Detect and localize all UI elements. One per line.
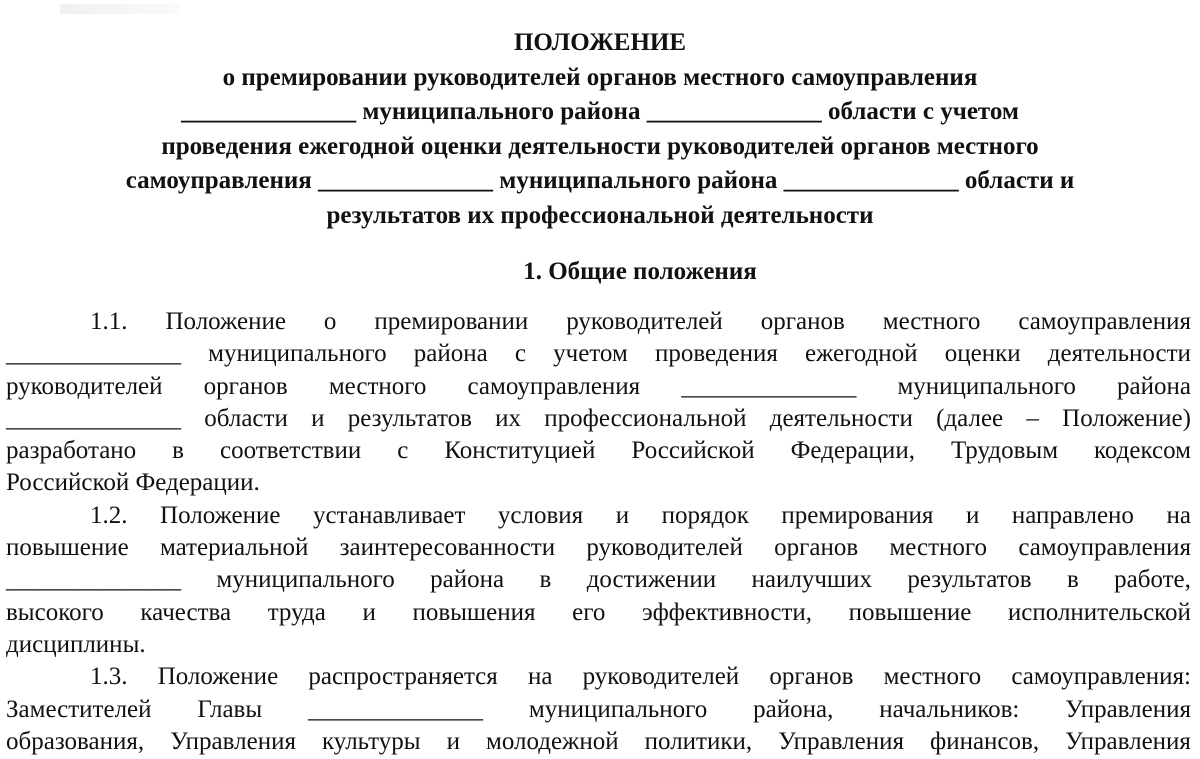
- word: 1.3.: [90, 663, 128, 691]
- word: учетом: [553, 340, 628, 368]
- word: оценки: [944, 340, 1021, 368]
- word: (далее: [936, 404, 1004, 432]
- document-body: [6, 306, 1191, 758]
- word: качества: [140, 598, 232, 626]
- word: порядок: [661, 501, 749, 529]
- title-heading: ПОЛОЖЕНИЕ: [513, 29, 687, 56]
- word: проведения: [654, 340, 778, 368]
- word: органов: [203, 372, 288, 400]
- word: политики,: [644, 727, 753, 755]
- word: самоуправления:: [1011, 663, 1191, 691]
- paragraph-1-3-line-2: [6, 694, 1191, 726]
- word: высокого: [6, 598, 104, 626]
- word: условия: [497, 501, 584, 529]
- word: исполнительской: [1007, 598, 1191, 626]
- word: 1.1.: [90, 308, 128, 335]
- word: деятельности: [769, 404, 913, 432]
- word: на: [1166, 501, 1191, 529]
- word: повышение: [848, 598, 972, 626]
- word: образования,: [6, 727, 145, 755]
- word: Конституцией: [444, 437, 596, 465]
- word: района,: [753, 695, 834, 723]
- faded-header-mark: [60, 4, 180, 14]
- paragraph-1-1-line-4: [6, 403, 1191, 435]
- word: области: [204, 404, 288, 432]
- section-heading: 1. Общие положения: [523, 258, 757, 285]
- paragraph-1-2-line-5: дисциплины.: [6, 630, 146, 658]
- word: распространяется: [308, 663, 498, 691]
- word: с: [397, 437, 409, 465]
- word: Управления: [1065, 695, 1191, 723]
- word: муниципального: [216, 566, 395, 594]
- word: достижении: [586, 566, 717, 594]
- word: органов: [769, 663, 854, 691]
- title-subline-1: о премировании руководителей органов местного самоуправления: [222, 63, 978, 91]
- word: руководителей: [566, 308, 723, 335]
- word: культуры: [322, 727, 421, 755]
- word: в: [539, 566, 552, 594]
- word: руководителей: [586, 534, 743, 562]
- word: наилучших: [751, 566, 873, 594]
- word: Положение: [160, 501, 281, 529]
- word: профессиональной: [544, 404, 747, 432]
- word: работе,: [1114, 566, 1191, 594]
- word: самоуправления: [467, 372, 641, 400]
- paragraph-1-1-line-2: [6, 338, 1191, 370]
- word: материальной: [159, 534, 309, 562]
- word: Управления: [1065, 727, 1191, 755]
- word: самоуправления: [1018, 534, 1191, 562]
- word: результатов: [907, 566, 1032, 594]
- word: на: [527, 663, 553, 691]
- word: и: [362, 598, 376, 626]
- word: муниципального: [897, 372, 1076, 400]
- word: района: [1116, 372, 1191, 400]
- word: Положение: [165, 308, 286, 335]
- word: ______________: [681, 372, 857, 400]
- word: Управления: [170, 727, 296, 755]
- word: –: [1026, 404, 1039, 432]
- word: заинтересованности: [339, 534, 556, 562]
- word: деятельности: [1047, 340, 1191, 368]
- word: финансов,: [930, 727, 1040, 755]
- word: ______________: [6, 404, 181, 432]
- word: муниципального: [208, 340, 387, 368]
- word: Положение: [157, 663, 279, 691]
- paragraph-1-2-line-2: [6, 532, 1191, 564]
- word: начальников:: [879, 695, 1020, 723]
- word: Управления: [778, 727, 904, 755]
- word: Трудовым: [950, 437, 1059, 465]
- word: направлено: [1011, 501, 1134, 529]
- word: их: [495, 404, 522, 432]
- word: его: [572, 598, 606, 626]
- word: и: [965, 501, 980, 529]
- word: муниципального: [528, 695, 708, 723]
- word: Заместителей: [6, 695, 152, 723]
- word: ______________: [6, 340, 181, 368]
- word: о: [323, 308, 337, 335]
- word: Федерации,: [790, 437, 915, 465]
- word: повышения: [412, 598, 536, 626]
- word: в: [1066, 566, 1079, 594]
- document-title: [0, 26, 1200, 233]
- word: в: [172, 437, 184, 465]
- word: и: [446, 727, 460, 755]
- paragraph-1-2-line-3: [6, 564, 1191, 596]
- word: Положение): [1062, 404, 1191, 432]
- word: разработано: [6, 437, 137, 465]
- paragraph-1-3-line-3: [6, 726, 1191, 758]
- title-subline-5: результатов их профессиональной деятельности: [326, 201, 874, 229]
- word: района: [413, 340, 488, 368]
- title-subline-3: проведения ежегодной оценки деятельности руководителей органов местного: [161, 132, 1039, 160]
- word: премировании: [374, 308, 529, 335]
- word: с: [514, 340, 526, 368]
- word: местного: [882, 308, 981, 335]
- word: молодежной: [486, 727, 619, 755]
- word: района: [430, 566, 505, 594]
- word: руководителей: [6, 372, 163, 400]
- paragraph-1-3-line-1: [6, 661, 1191, 693]
- word: местного: [328, 372, 427, 400]
- word: ежегодной: [805, 340, 918, 368]
- word: результатов: [347, 404, 472, 432]
- word: кодексом: [1094, 437, 1191, 465]
- word: руководителей: [582, 663, 740, 691]
- paragraph-1-1-line-5: [6, 435, 1191, 467]
- word: и: [311, 404, 325, 432]
- word: органов: [774, 534, 859, 562]
- word: устанавливает: [313, 501, 466, 529]
- word: местного: [883, 663, 982, 691]
- word: повышение: [6, 534, 129, 562]
- word: ______________: [6, 566, 181, 594]
- word: соответствии: [219, 437, 362, 465]
- word: 1.2.: [90, 501, 128, 529]
- paragraph-1-2-line-4: [6, 597, 1191, 629]
- word: премирования: [781, 501, 934, 529]
- word: эффективности,: [642, 598, 813, 626]
- word: ______________: [308, 695, 484, 723]
- title-subline-2: ______________ муниципального района ______________ области с учетом: [181, 98, 1019, 125]
- word: Главы: [197, 695, 263, 723]
- word: местного: [889, 534, 988, 562]
- paragraph-1-1-line-6: Российской Федерации.: [6, 469, 260, 497]
- word: органов: [760, 308, 845, 335]
- title-subline-4: самоуправления ______________ муниципального района ______________ области и: [125, 167, 1075, 194]
- word: Российской: [631, 437, 755, 465]
- word: самоуправления: [1018, 308, 1191, 335]
- word: и: [615, 501, 630, 529]
- paragraph-1-1-line-1: [6, 306, 1191, 338]
- paragraph-1-1-line-3: [6, 371, 1191, 403]
- paragraph-1-2-line-1: [6, 500, 1191, 532]
- word: труда: [267, 598, 326, 626]
